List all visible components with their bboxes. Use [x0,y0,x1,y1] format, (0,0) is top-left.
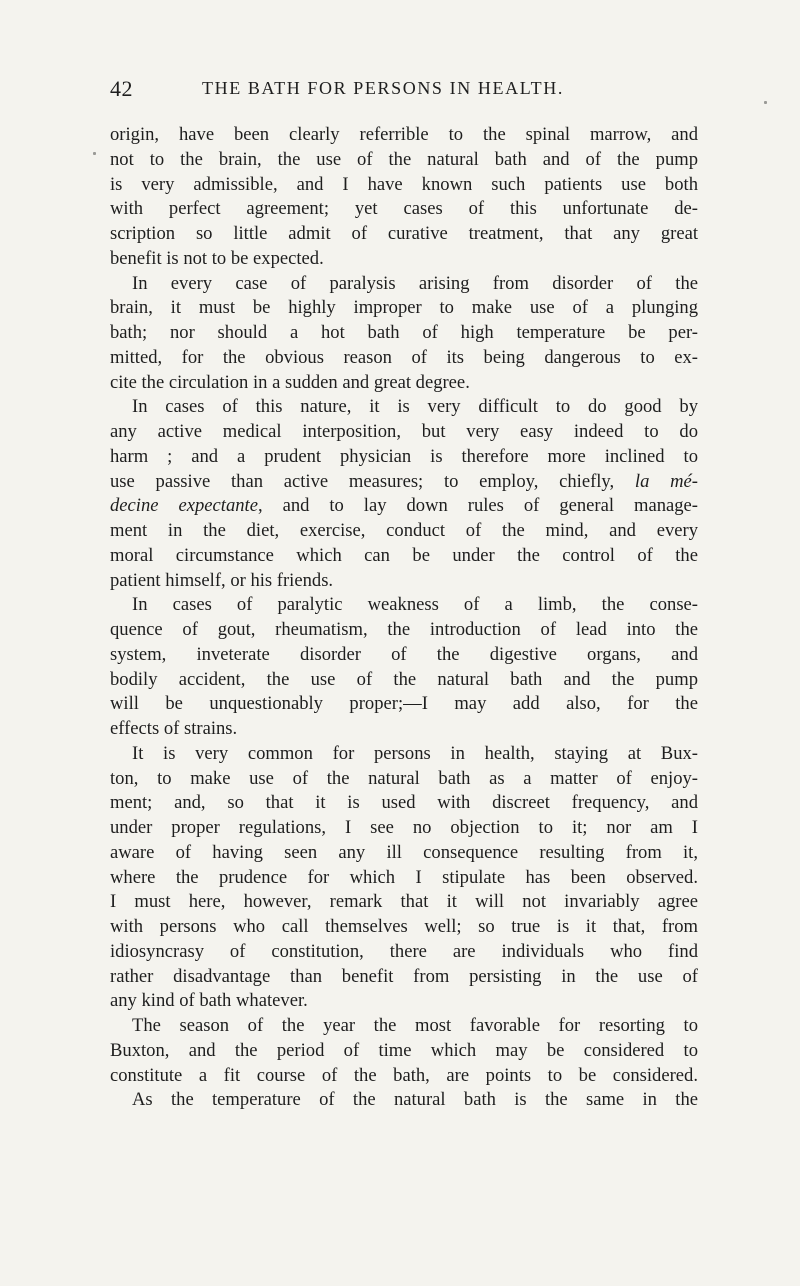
text-line: idiosyncrasy of constitution, there are individuals who find [110,940,698,962]
paper-speck [764,101,767,104]
text-line: ton, to make use of the natural bath as a matter of enjoy- [110,767,698,789]
text-line: As the temperature of the natural bath is the same in the [132,1089,698,1111]
text-line: system, inveterate disorder of the digestive organs, and [110,643,698,665]
page-number: 42 [110,76,133,101]
text-line: ment; and, so that it is used with discreet frequency, and [110,792,698,814]
text-line: bodily accident, the use of the natural bath and the pump [110,668,698,690]
text-line: use passive than active measures; to employ, chiefly, la mé- [110,470,698,492]
text-line: any active medical interposition, but very easy indeed to do [110,421,698,442]
running-head: THE BATH FOR PERSONS IN HEALTH. [202,78,564,98]
text-line: where the prudence for which I stipulate has been observed. [110,866,698,888]
text-line: patient himself, or his friends. [110,569,334,591]
text-line: any kind of bath whatever. [110,990,308,1012]
text-line: cite the circulation in a sudden and great degree. [110,371,470,393]
body-text [110,123,698,1113]
text-line: under proper regulations, I see no objection to it; nor am I [110,817,698,838]
text-line: constitute a fit course of the bath, are points to be considered. [110,1064,698,1086]
text-line: brain, it must be highly improper to make use of a plunging [110,297,698,319]
text-line: Buxton, and the period of time which may be considered to [110,1039,698,1061]
page-header [110,76,700,102]
text-line: scription so little admit of curative treatment, that any great [110,223,698,244]
text-line: bath; nor should a hot bath of high temperature be per- [110,322,698,343]
text-line: In every case of paralysis arising from disorder of the [132,272,698,294]
text-line: with persons who call themselves well; so true is it that, from [110,916,698,937]
text-line: It is very common for persons in health, staying at Bux- [132,742,698,764]
text-line: quence of gout, rheumatism, the introduction of lead into the [110,619,698,640]
italic-phrase: decine expectante [110,495,258,517]
text-line: effects of strains. [110,718,238,739]
text-line: I must here, however, remark that it will not invariably agree [110,891,698,913]
paper-speck [93,152,96,155]
text-line: mitted, for the obvious reason of its being dangerous to ex- [110,346,698,368]
text-line: In cases of paralytic weakness of a limb, the conse- [132,594,698,616]
text-line: will be unquestionably proper;—I may add also, for the [110,693,698,715]
text-line: with perfect agreement; yet cases of this unfortunate de- [110,198,698,220]
text-line: not to the brain, the use of the natural bath and of the pump [110,148,698,170]
text-line: The season of the year the most favorable for resorting to [132,1015,698,1036]
text-line: origin, have been clearly referrible to the spinal marrow, and [110,124,698,145]
text-line: decine expectante, and to lay down rules of general manage- [110,495,698,517]
italic-phrase: la mé- [634,470,698,492]
text-line: benefit is not to be expected. [110,247,324,269]
text-line: is very admissible, and I have known such patients use both [110,173,698,195]
text-line: ment in the diet, exercise, conduct of the mind, and every [110,520,698,541]
text-line: In cases of this nature, it is very difficult to do good by [132,396,698,418]
text-line: aware of having seen any ill consequence resulting from it, [110,841,698,863]
text-line: rather disadvantage than benefit from persisting in the use of [110,965,698,987]
text-line: harm ; and a prudent physician is therefore more inclined to [110,445,698,467]
text-line: moral circumstance which can be under the control of the [110,544,698,566]
